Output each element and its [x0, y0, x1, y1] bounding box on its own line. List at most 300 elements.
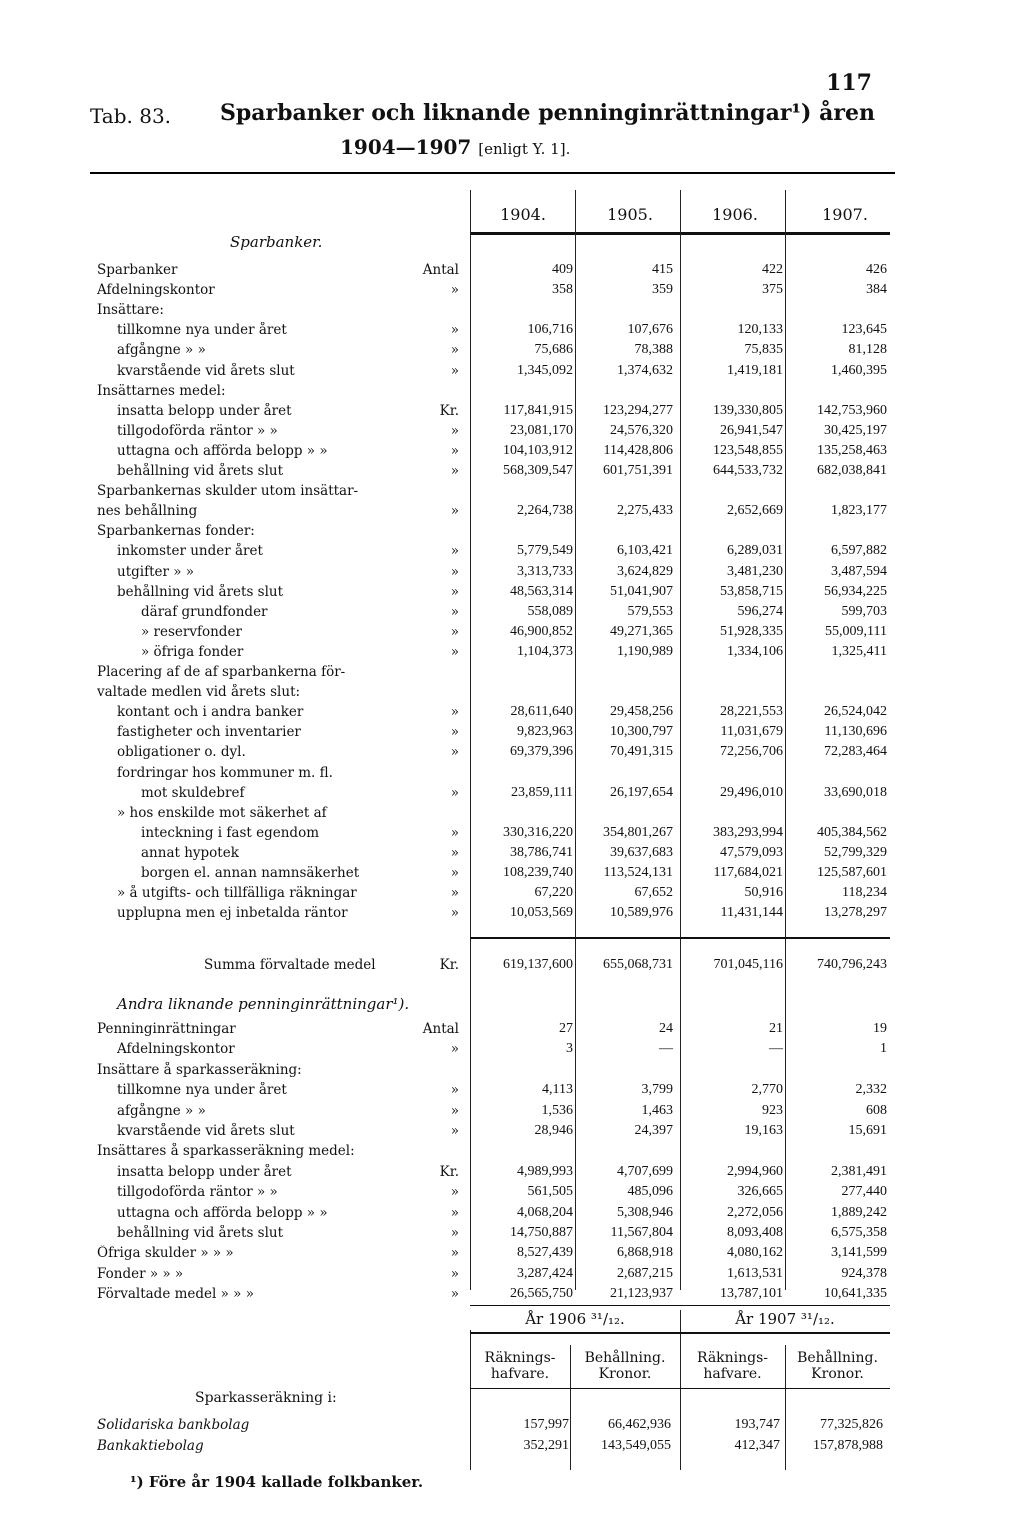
row-value-1905: 354,801,267: [603, 824, 673, 840]
row-value-1905: 29,458,256: [610, 704, 673, 720]
table-row: [97, 1062, 897, 1082]
footnote: ¹) Före år 1904 kallade folkbanker.: [130, 1473, 424, 1491]
table-row: [97, 523, 897, 543]
row-label-insättarnes-medel: Insättarnes medel:: [97, 382, 226, 399]
row-value-1904: 1,345,092: [517, 362, 573, 378]
row-value-1907: 384: [866, 282, 887, 298]
table-row: [97, 302, 897, 322]
row-value-1905: 1,190,989: [617, 643, 673, 659]
row-value-1906: 4,080,162: [727, 1245, 783, 1261]
title-line-2: [340, 135, 570, 159]
table-row: [97, 1266, 897, 1286]
table-row: [97, 262, 897, 282]
row-value-1906: 11,431,144: [720, 905, 783, 921]
row-value-1907: 2,332: [855, 1082, 887, 1098]
row-value-1904: 3,313,733: [517, 563, 573, 579]
row-unit: »: [450, 784, 459, 801]
row-value-1906: 117,684,021: [713, 865, 783, 880]
table-number: Tab. 83.: [90, 104, 172, 128]
row-value-1907: 426: [866, 262, 887, 277]
row-value-1905: 24: [659, 1021, 673, 1036]
row-value-1906: 383,293,994: [713, 824, 783, 840]
table-row: [97, 1438, 897, 1458]
row-value-1907: 72,283,464: [824, 744, 887, 760]
row-value-1905: 10,589,976: [610, 905, 673, 921]
row-value-1907: 142,753,960: [817, 402, 887, 418]
row-label-insatta-belopp-under-året: insatta belopp under året: [117, 1163, 292, 1180]
row-value-1904: 28,611,640: [510, 704, 573, 720]
row-unit: Antal: [422, 1021, 459, 1037]
table-row: [97, 403, 897, 423]
row-unit: »: [450, 1082, 459, 1099]
row-value-1904: 409: [552, 262, 573, 277]
row-value-1907: 10,641,335: [824, 1286, 887, 1302]
row-value: 412,347: [734, 1438, 780, 1453]
table-row: [97, 1245, 897, 1265]
row-value-1904: 38,786,741: [510, 844, 573, 860]
row-value-1904: 23,859,111: [511, 784, 573, 800]
row-value-1905: 3,799: [641, 1082, 673, 1098]
row-value-1906: 120,133: [737, 322, 783, 338]
row-value-1904: 2,264,738: [517, 503, 573, 519]
row-label-kvarstående-vid-årets-slut: kvarstående vid årets slut: [117, 362, 295, 379]
row-value-1907: 1: [880, 1041, 887, 1057]
table-row: [97, 1041, 897, 1061]
row-value-1905: 1,374,632: [617, 362, 673, 378]
row-value-1906: 47,579,093: [720, 844, 783, 860]
row-value-1905: 39,637,683: [610, 844, 673, 860]
row-value-1906: 2,652,669: [727, 503, 783, 519]
row-value-1904: 558,089: [527, 603, 573, 619]
table-row: [97, 624, 897, 644]
row-value-1906: 139,330,805: [713, 402, 783, 418]
table-row: [97, 443, 897, 463]
sub-header-raknings-2: Räknings- hafvare.: [696, 1350, 769, 1382]
row-unit: »: [450, 1245, 459, 1262]
row-label-förvaltade-medel: Förvaltade medel » » »: [97, 1286, 254, 1303]
row-unit: »: [450, 282, 459, 299]
sub-header-behallning: Behållning. Kronor.: [584, 1350, 666, 1382]
table-row: [97, 423, 897, 443]
row-value-1905: 11,567,804: [610, 1225, 673, 1240]
row-unit: »: [450, 362, 459, 379]
row-value: 157,997: [523, 1417, 569, 1432]
row-label-tillgodoförda-räntor: tillgodoförda räntor » »: [117, 1184, 278, 1201]
row-label-upplupna-men-ej-inbetalda-räntor: upplupna men ej inbetalda räntor: [117, 905, 348, 922]
row-value-1904: 358: [552, 282, 573, 298]
total-1906: 701,045,116: [713, 957, 783, 972]
total-row: [97, 957, 897, 977]
total-label: Summa förvaltade medel: [204, 957, 376, 973]
row-label-afgångne: afgångne » »: [117, 1102, 206, 1119]
row-value-1906: 11,031,679: [720, 724, 783, 740]
row-value-1906: 75,835: [744, 342, 783, 358]
row-value-1904: 561,505: [527, 1184, 573, 1200]
table-row: [97, 383, 897, 403]
row-value-1905: 107,676: [627, 322, 673, 338]
row-value: 143,549,055: [601, 1438, 671, 1453]
table-row: [97, 503, 897, 523]
table-row: [97, 644, 897, 664]
table-row: [97, 1103, 897, 1123]
row-value-1905: 359: [652, 282, 673, 298]
row-value-1906: 28,221,553: [720, 704, 783, 720]
row-value-1907: 26,524,042: [824, 704, 887, 720]
row-label-placering-af-de-af-sparbankerna-för: Placering af de af sparbankerna för-: [97, 664, 346, 680]
row-value-1905: 51,041,907: [610, 583, 673, 599]
row-value-1907: 1,460,395: [831, 362, 887, 378]
row-value-1907: 6,597,882: [831, 543, 887, 559]
row-unit: »: [450, 1123, 459, 1139]
row-label-reservfonder: » reservfonder: [141, 623, 242, 640]
table-row: [97, 1205, 897, 1225]
table-row: [97, 342, 897, 362]
row-value-1904: 4,113: [542, 1082, 573, 1098]
table-row: [97, 604, 897, 624]
row-value: 157,878,988: [813, 1438, 883, 1453]
row-value-1907: 19: [873, 1021, 887, 1036]
row-label-sparbankernas-fonder: Sparbankernas fonder:: [97, 523, 255, 540]
row-unit: »: [450, 865, 459, 881]
row-value: 66,462,936: [608, 1417, 671, 1432]
row-value-1906: 29,496,010: [720, 784, 783, 800]
row-label-tillgodoförda-räntor: tillgodoförda räntor » »: [117, 422, 278, 439]
row-value-1907: 1,325,411: [831, 643, 887, 659]
row-value-1904: 106,716: [527, 322, 573, 338]
sub-header-raknings: Räknings- hafvare.: [484, 1350, 556, 1382]
row-unit: »: [450, 623, 459, 640]
row-label-öfriga-skulder: Öfriga skulder » » »: [97, 1245, 234, 1262]
row-label-fastigheter-och-inventarier: fastigheter och inventarier: [117, 724, 301, 741]
row-label-solidariska-bankbolag: Solidariska bankbolag: [97, 1417, 250, 1433]
row-value-1907: 405,384,562: [817, 824, 887, 840]
total-1905: 655,068,731: [603, 957, 673, 972]
page-number: 117: [826, 70, 872, 96]
row-value-1906: 19,163: [744, 1123, 783, 1138]
row-value-1907: 13,278,297: [824, 905, 887, 921]
row-value-1904: 28,946: [534, 1123, 573, 1138]
table-row: [97, 704, 897, 724]
row-value-1905: 2,687,215: [617, 1265, 673, 1281]
year-1906-header: År 1906 ³¹/₁₂.: [525, 1310, 625, 1328]
title-note: [enligt Y. 1].: [478, 140, 571, 158]
row-unit: »: [450, 744, 459, 761]
row-value-1907: 924,378: [841, 1265, 887, 1281]
row-value-1906: 2,994,960: [727, 1163, 783, 1179]
row-value-1904: 104,103,912: [503, 442, 573, 458]
row-unit: »: [450, 1286, 459, 1303]
row-unit: Kr.: [439, 1163, 459, 1180]
row-value-1904: 27: [559, 1021, 573, 1036]
row-value-1906: 51,928,335: [720, 623, 783, 639]
column-header-1904: 1904.: [500, 205, 546, 224]
row-value-1905: 21,123,937: [610, 1286, 673, 1302]
total-1904: 619,137,600: [503, 957, 573, 972]
table-row: [97, 543, 897, 563]
row-value-1905: 24,576,320: [610, 422, 673, 438]
row-label-öfriga-fonder: » öfriga fonder: [141, 643, 244, 660]
row-value-1907: 599,703: [841, 603, 887, 619]
row-label-valtade-medlen-vid-årets-slut: valtade medlen vid årets slut:: [97, 684, 301, 701]
row-value-1906: 123,548,855: [713, 442, 783, 458]
row-value-1907: 30,425,197: [824, 422, 887, 438]
table-row: [97, 845, 897, 865]
row-value-1905: 10,300,797: [610, 724, 673, 740]
row-value-1906: 1,334,106: [727, 643, 783, 659]
row-unit: »: [450, 603, 459, 620]
row-label-inkomster-under-året: inkomster under året: [117, 543, 263, 560]
row-value-1905: 24,397: [634, 1123, 673, 1138]
table-row: [97, 1123, 897, 1143]
row-label-behållning-vid-årets-slut: behållning vid årets slut: [117, 463, 284, 479]
row-value-1906: 13,787,101: [720, 1286, 783, 1302]
row-unit: »: [450, 704, 459, 721]
row-value-1906: 50,916: [744, 885, 783, 901]
row-label-afdelningskontor: Afdelningskontor: [97, 282, 215, 299]
table-row: [97, 322, 897, 342]
row-label-sparbankernas-skulder-utom-insättar: Sparbankernas skulder utom insättar-: [97, 483, 359, 500]
row-value: 77,325,826: [820, 1417, 883, 1432]
row-value-1904: 8,527,439: [517, 1245, 573, 1261]
row-unit: »: [450, 1184, 459, 1201]
row-label-sparbanker: Sparbanker: [97, 262, 178, 278]
row-value-1906: 26,941,547: [720, 422, 783, 438]
total-1907: 740,796,243: [817, 957, 887, 972]
row-unit: »: [450, 442, 459, 459]
row-value-1904: 108,239,740: [503, 865, 573, 880]
row-value-1907: 52,799,329: [824, 844, 887, 860]
table-title: Sparbanker och liknande penninginrättningar¹) åren: [220, 100, 875, 126]
row-value-1904: 75,686: [534, 342, 573, 358]
title-line-1: [90, 100, 880, 130]
row-label-kontant-och-i-andra-banker: kontant och i andra banker: [117, 704, 304, 721]
table-row: [97, 363, 897, 383]
row-value-1907: 125,587,601: [817, 865, 887, 880]
row-value-1906: 923: [762, 1102, 783, 1118]
row-value-1905: 26,197,654: [610, 784, 673, 800]
row-value-1906: 326,665: [737, 1184, 783, 1200]
row-value-1907: 56,934,225: [824, 583, 887, 599]
table-row: [97, 865, 897, 885]
row-label-insättares-å-sparkasseräkning-medel: Insättares å sparkasseräkning medel:: [97, 1143, 355, 1160]
row-value-1904: 4,989,993: [517, 1163, 573, 1179]
row-value-1904: 5,779,549: [517, 543, 573, 559]
row-unit: »: [450, 322, 459, 339]
row-value-1906: 2,272,056: [727, 1204, 783, 1220]
row-value-1904: 23,081,170: [510, 422, 573, 438]
row-value: 352,291: [523, 1438, 569, 1453]
row-value-1904: 4,068,204: [517, 1204, 573, 1220]
sub-header-behallning-2: Behållning. Kronor.: [797, 1350, 878, 1382]
row-label-bankaktiebolag: Bankaktiebolag: [97, 1438, 204, 1454]
row-value-1906: —: [769, 1041, 783, 1057]
row-label-inteckning-i-fast-egendom: inteckning i fast egendom: [141, 824, 319, 841]
row-value-1904: 48,563,314: [510, 583, 573, 599]
row-value-1906: 8,093,408: [727, 1225, 783, 1240]
sec3-rule-bottom: [470, 1388, 890, 1389]
row-value-1905: 113,524,131: [603, 865, 673, 880]
row-value-1904: 117,841,915: [503, 402, 573, 418]
row-unit: »: [450, 563, 459, 580]
row-label-fonder: Fonder » » »: [97, 1265, 184, 1282]
row-unit: »: [450, 503, 459, 520]
row-label-afdelningskontor: Afdelningskontor: [117, 1041, 235, 1058]
row-label-insättare: Insättare:: [97, 302, 164, 319]
total-unit: Kr.: [439, 957, 459, 973]
row-value-1905: 6,868,918: [617, 1245, 673, 1261]
row-unit: »: [450, 1041, 459, 1058]
row-value-1905: 5,308,946: [617, 1204, 673, 1220]
row-value-1906: 644,533,732: [713, 463, 783, 478]
column-header-1905: 1905.: [607, 205, 653, 224]
row-unit: »: [450, 543, 459, 560]
row-value-1907: 682,038,841: [817, 463, 887, 478]
row-label-nes-behållning: nes behållning: [97, 503, 198, 520]
row-unit: »: [450, 1204, 459, 1221]
row-value-1904: 69,379,396: [510, 744, 573, 760]
row-value-1905: —: [659, 1041, 673, 1057]
row-value-1905: 123,294,277: [603, 402, 673, 418]
row-value-1906: 375: [762, 282, 783, 298]
section-heading-sparkasse: Sparkasseräkning i:: [195, 1390, 337, 1406]
row-label-kvarstående-vid-årets-slut: kvarstående vid årets slut: [117, 1123, 295, 1139]
row-value-1907: 81,128: [848, 342, 887, 358]
table-row: [97, 1184, 897, 1204]
table-row: [97, 1417, 897, 1437]
row-label-borgen-el-annan-namnsäkerhet: borgen el. annan namnsäkerhet: [141, 865, 360, 881]
row-value-1906: 21: [769, 1021, 783, 1036]
row-value-1906: 3,481,230: [727, 563, 783, 579]
row-label-penninginrättningar: Penninginrättningar: [97, 1021, 236, 1037]
title-years: 1904—1907: [340, 135, 472, 159]
table-row: [97, 584, 897, 604]
row-label-insättare-å-sparkasseräkning: Insättare å sparkasseräkning:: [97, 1061, 302, 1078]
row-unit: Antal: [422, 262, 459, 278]
row-value-1905: 6,103,421: [617, 543, 673, 559]
row-label-behållning-vid-årets-slut: behållning vid årets slut: [117, 1225, 284, 1241]
row-unit: »: [450, 583, 459, 600]
section-heading-sparbanker: Sparbanker.: [230, 233, 323, 251]
row-unit: »: [450, 1265, 459, 1282]
row-value-1904: 3,287,424: [517, 1265, 573, 1281]
row-value-1904: 3: [566, 1041, 573, 1057]
row-value-1905: 2,275,433: [617, 503, 673, 519]
table-row: [97, 664, 897, 684]
row-value-1907: 3,487,594: [831, 563, 887, 579]
row-value-1906: 1,419,181: [727, 362, 783, 378]
table-row: [97, 765, 897, 785]
column-header-1907: 1907.: [822, 205, 868, 224]
row-value-1905: 1,463: [641, 1102, 673, 1118]
row-value-1907: 1,889,242: [831, 1204, 887, 1220]
year-1907-header: År 1907 ³¹/₁₂.: [735, 1310, 835, 1328]
row-value-1906: 6,289,031: [727, 543, 783, 559]
row-label-insatta-belopp-under-året: insatta belopp under året: [117, 402, 292, 419]
row-value-1905: 49,271,365: [610, 623, 673, 639]
row-unit: Kr.: [439, 402, 459, 419]
row-unit: »: [450, 463, 459, 479]
section-heading-andra: Andra liknande penninginrättningar¹).: [117, 995, 410, 1013]
row-value-1905: 78,388: [634, 342, 673, 358]
table-row: [97, 805, 897, 825]
sec3-rule-mid: [470, 1332, 890, 1334]
row-value-1904: 330,316,220: [503, 824, 573, 840]
row-value-1907: 277,440: [841, 1184, 887, 1200]
table-row: [97, 1164, 897, 1184]
row-value-1907: 123,645: [841, 322, 887, 338]
row-value-1905: 579,553: [627, 603, 673, 619]
row-value-1905: 601,751,391: [603, 463, 673, 478]
row-value-1904: 9,823,963: [517, 724, 573, 740]
row-value-1904: 568,309,547: [503, 463, 573, 478]
sec3-rule-top: [470, 1305, 890, 1306]
row-unit: »: [450, 844, 459, 861]
row-unit: »: [450, 905, 459, 922]
row-value-1907: 15,691: [848, 1123, 887, 1138]
row-value-1907: 3,141,599: [831, 1245, 887, 1261]
table-row: [97, 564, 897, 584]
row-value-1904: 10,053,569: [510, 905, 573, 921]
table-row: [97, 282, 897, 302]
table-row: [97, 724, 897, 744]
row-unit: »: [450, 1225, 459, 1241]
row-value-1907: 6,575,358: [831, 1225, 887, 1240]
row-label-uttagna-och-afförda-belopp: uttagna och afförda belopp » »: [117, 1204, 328, 1221]
row-value-1907: 118,234: [842, 885, 887, 901]
table-row: [97, 1021, 897, 1041]
row-label-hos-enskilde-mot-säkerhet-af: » hos enskilde mot säkerhet af: [117, 804, 327, 821]
table-row: [97, 1082, 897, 1102]
table-row: [97, 684, 897, 704]
row-value-1904: 1,104,373: [517, 643, 573, 659]
row-value-1906: 72,256,706: [720, 744, 783, 760]
row-value-1907: 1,823,177: [831, 503, 887, 519]
row-label-utgifter: utgifter » »: [117, 563, 195, 580]
row-value-1904: 1,536: [541, 1102, 573, 1118]
row-value-1905: 67,652: [634, 885, 673, 901]
row-value-1905: 70,491,315: [610, 744, 673, 760]
row-value-1907: 135,258,463: [817, 442, 887, 458]
row-value-1904: 26,565,750: [510, 1286, 573, 1302]
row-label-fordringar-hos-kommuner-m-fl: fordringar hos kommuner m. fl.: [117, 764, 333, 781]
row-unit: »: [450, 724, 459, 741]
row-label-däraf-grundfonder: däraf grundfonder: [141, 603, 268, 620]
row-value-1904: 46,900,852: [510, 623, 573, 639]
row-unit: »: [450, 422, 459, 439]
row-unit: »: [450, 885, 459, 902]
column-header-1906: 1906.: [712, 205, 758, 224]
row-label-behållning-vid-årets-slut: behållning vid årets slut: [117, 583, 284, 600]
row-value-1905: 3,624,829: [617, 563, 673, 579]
table-row: [97, 1225, 897, 1245]
row-value-1906: 1,613,531: [727, 1265, 783, 1281]
row-label-afgångne: afgångne » »: [117, 342, 206, 359]
row-value-1907: 55,009,111: [825, 623, 887, 639]
row-unit: »: [450, 824, 459, 841]
row-value-1906: 596,274: [737, 603, 783, 619]
row-unit: »: [450, 1102, 459, 1119]
row-label-obligationer-o-dyl: obligationer o. dyl.: [117, 744, 246, 761]
row-value-1905: 485,096: [627, 1184, 673, 1200]
row-value-1906: 422: [762, 262, 783, 277]
row-value-1904: 14,750,887: [510, 1225, 573, 1240]
total-rule: [470, 937, 890, 939]
table-row: [97, 1286, 897, 1306]
row-label-annat-hypotek: annat hypotek: [141, 844, 239, 861]
table-row: [97, 885, 897, 905]
table-row: [97, 463, 897, 483]
row-value-1906: 53,858,715: [720, 583, 783, 599]
